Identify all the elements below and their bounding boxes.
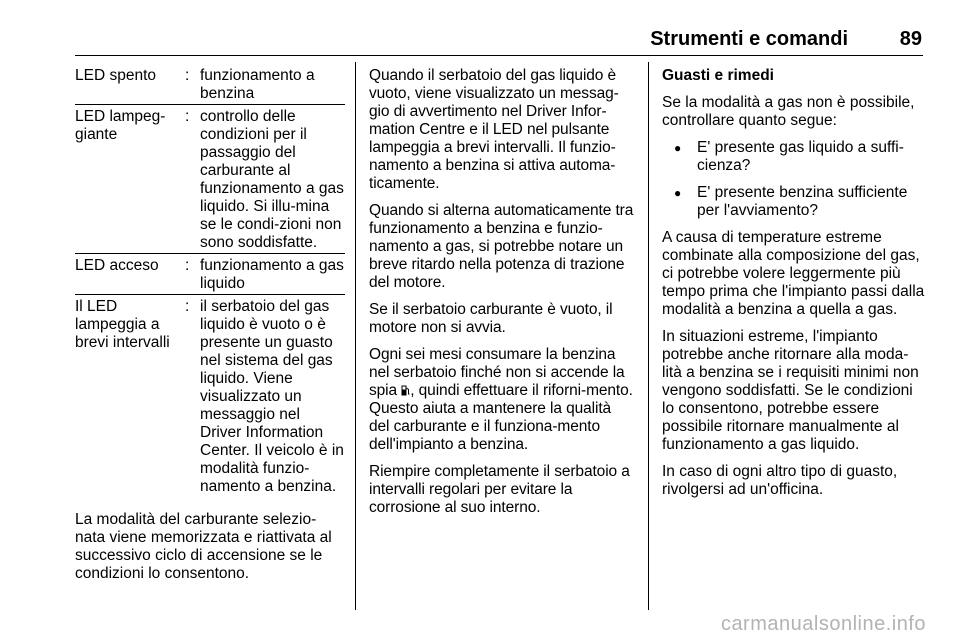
fuel-mode-memory-paragraph: La modalità del carburante selezio-nata viene memorizzata e riattivata al successivo ciclo di accensione se le condizioni lo consentono.: [75, 511, 332, 582]
definition-colon: :: [185, 298, 190, 315]
six-month-text-start: Ogni sei mesi consumare la benzina nel serbatoio finché non si accende la spia: [369, 346, 625, 399]
six-month-paragraph: [369, 346, 635, 454]
definition-term: LED spento: [75, 67, 156, 84]
definition-row: [75, 67, 345, 105]
column-1: [75, 67, 345, 592]
definition-description: controllo delle condizioni per il passaggio del carburante al funzionamento a gas liquido. Si illu-mina se le condi-zioni non sono soddisfatte.: [200, 108, 344, 251]
definition-colon: :: [185, 108, 190, 125]
definition-term: Il LED lampeggia a brevi intervalli: [75, 298, 170, 351]
page-number: 89: [899, 28, 922, 50]
watermark: carmanualsonline.info: [720, 613, 926, 635]
column-3: [662, 67, 927, 508]
column-divider-1: [355, 62, 356, 610]
definition-description: funzionamento a benzina: [200, 67, 315, 102]
definition-row: [75, 108, 345, 254]
empty-fuel-tank-paragraph: Se il serbatoio carburante è vuoto, il motore non si avvia.: [369, 301, 613, 336]
six-month-text-end: , quindi effettuare il riforni-mento. Questo aiuta a mantenere la qualità del carburante e il funziona-mento dell'impianto a benzina.: [369, 382, 633, 453]
column-divider-2: [648, 62, 649, 610]
troubleshoot-intro: Se la modalità a gas non è possibile, controllare quanto segue:: [662, 94, 915, 129]
column-2: [369, 67, 635, 526]
page-header-title: Strumenti e comandi: [650, 28, 848, 50]
empty-gas-tank-paragraph: Quando il serbatoio del gas liquido è vuoto, viene visualizzato un messag-gio di avvertimento nel Driver Infor-mation Centre e il LED nel pulsante lampeggia a brevi intervalli. Il funzio-namento a benzina si attiva automa-ticamente.: [369, 67, 619, 192]
definition-colon: :: [185, 257, 190, 274]
extreme-temperatures-paragraph: A causa di temperature estreme combinate alla composizione del gas, ci potrebbe volere leggermente più tempo prima che l'impianto passi dalla modalità a benzina a quella a gas.: [662, 229, 925, 318]
header-rule: [75, 55, 923, 56]
definition-colon: :: [185, 67, 190, 84]
workshop-paragraph: In caso di ogni altro tipo di guasto, rivolgersi ad un'officina.: [662, 463, 898, 498]
checklist: [662, 139, 927, 220]
auto-switch-paragraph: Quando si alterna automaticamente tra funzionamento a benzina e funzio-namento a gas, si potrebbe notare un breve ritardo nella potenza di trazione del motore.: [369, 202, 634, 291]
definition-term: LED lampeg-giante: [75, 108, 166, 143]
list-item: ● E' presente gas liquido a suffi-cienza?: [662, 139, 927, 175]
definition-term: LED acceso: [75, 257, 159, 274]
definition-row: [75, 298, 345, 497]
refill-paragraph: Riempire completamente il serbatoio a intervalli regolari per evitare la corrosione al suo interno.: [369, 463, 630, 516]
definition-description: il serbatoio del gas liquido è vuoto o è presente un guasto nel sistema del gas liquido. Viene visualizzato un messaggio nel Driver Information Center. Il veicolo è in modalità funzio-namento a benzina.: [200, 298, 344, 495]
definition-row: [75, 257, 345, 295]
fuel-pump-icon: [401, 385, 410, 396]
extreme-situations-paragraph: In situazioni estreme, l'impianto potrebbe anche ritornare alla moda-lità a benzina se i requisiti minimi non vengono soddisfatti. Se le condizioni lo consentono, potrebbe essere possibile ritornare manualmente al funzionamento a gas liquido.: [662, 328, 919, 453]
section-title: Guasti e rimedi: [662, 67, 774, 84]
definition-description: funzionamento a gas liquido: [200, 257, 344, 292]
led-definition-list: [75, 67, 345, 497]
list-item: ● E' presente benzina sufficiente per l'avviamento?: [662, 184, 927, 220]
